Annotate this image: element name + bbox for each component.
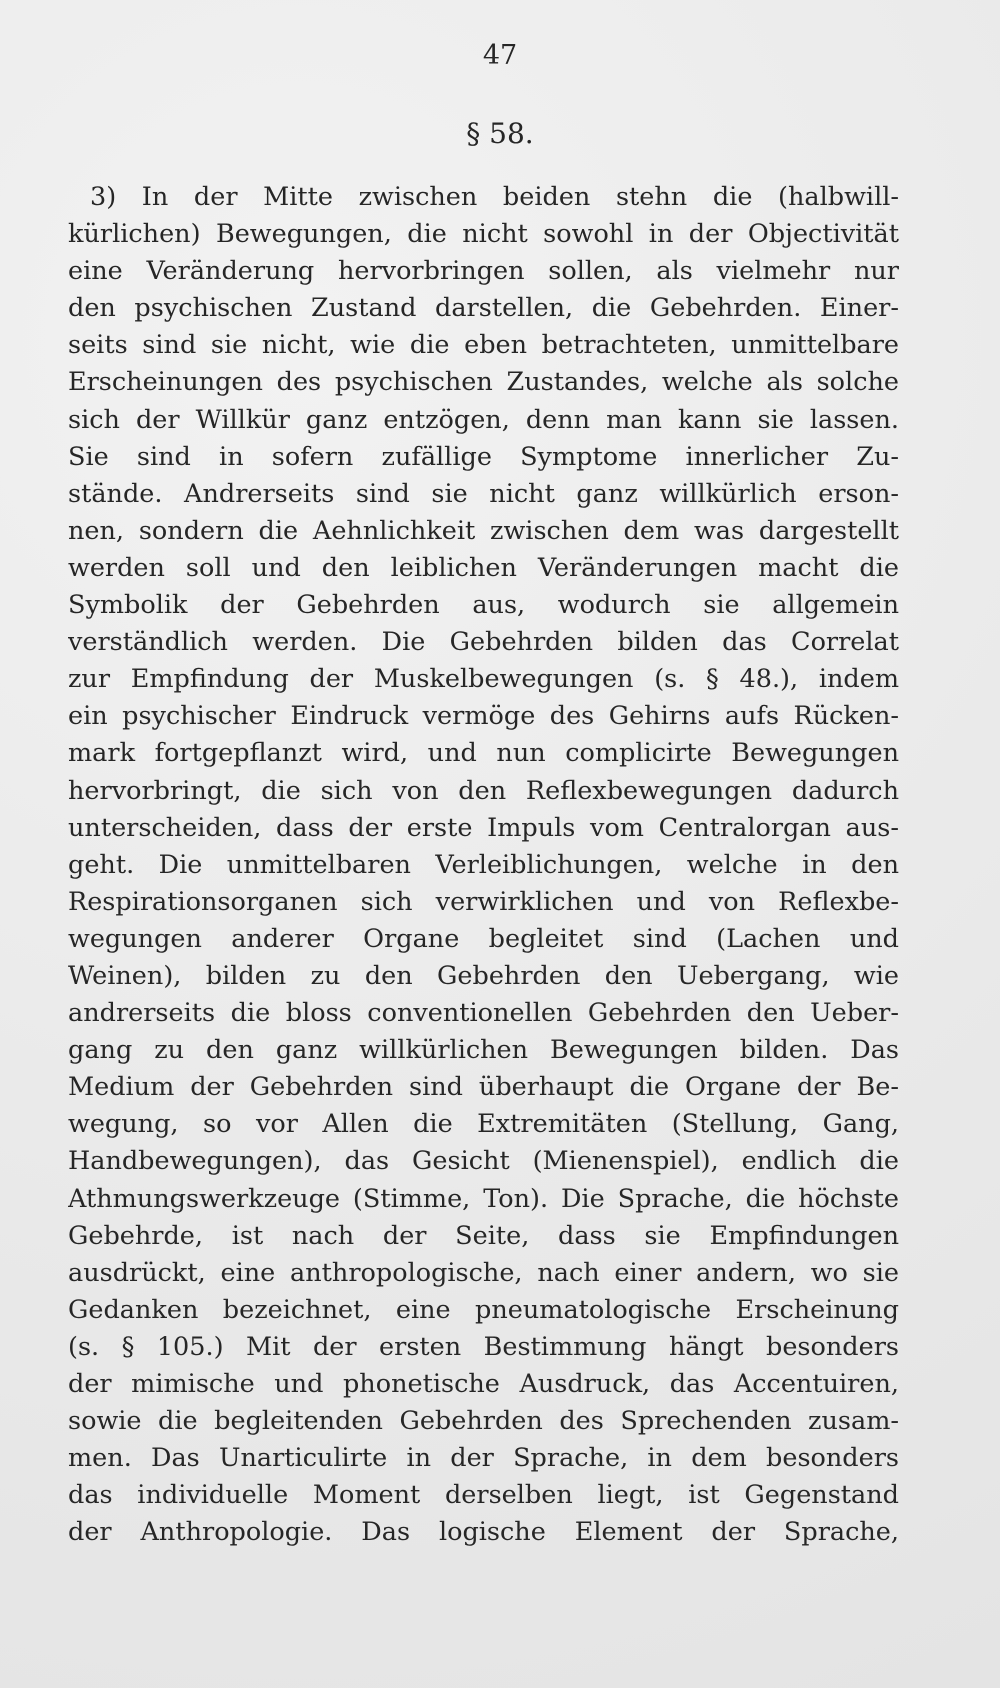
- text-line: 3) In der Mitte zwischen beiden stehn die (halbwill-: [90, 182, 899, 212]
- text-line: gang zu den ganz willkürlichen Bewegungen bilden. Das: [68, 1035, 899, 1066]
- text-line: Respirationsorganen sich verwirklichen und von Reflexbe-: [68, 886, 899, 917]
- text-line: nen, sondern die Aehnlichkeit zwischen dem was dargestellt: [68, 515, 899, 546]
- text-line: Medium der Gebehrden sind überhaupt die Organe der Be-: [68, 1072, 899, 1103]
- page-number: 47: [482, 40, 518, 71]
- text-line: eine Veränderung hervorbringen sollen, als vielmehr nur: [68, 256, 899, 287]
- text-line: zur Empfindung der Muskelbewegungen (s. § 48.), indem: [68, 664, 899, 695]
- text-line: Erscheinungen des psychischen Zustandes, welche als solche: [68, 367, 899, 398]
- text-line: hervorbringt, die sich von den Reflexbewegungen dadurch: [68, 775, 899, 806]
- text-line: den psychischen Zustand darstellen, die Gebehrden. Einer-: [68, 293, 899, 324]
- text-line: mark fortgepflanzt wird, und nun complicirte Bewegungen: [68, 738, 899, 769]
- text-line: wegungen anderer Organe begleitet sind (Lachen und: [68, 923, 899, 954]
- text-line: Handbewegungen), das Gesicht (Mienenspiel), endlich die: [68, 1146, 899, 1177]
- text-line: andrerseits die bloss conventionellen Gebehrden den Ueber-: [68, 998, 899, 1029]
- text-line: men. Das Unarticulirte in der Sprache, in dem besonders: [68, 1443, 899, 1474]
- body-text: [68, 179, 899, 1551]
- text-line: geht. Die unmittelbaren Verleiblichungen, welche in den: [68, 849, 899, 880]
- text-line: Weinen), bilden zu den Gebehrden den Uebergang, wie: [68, 960, 899, 991]
- text-line: Symbolik der Gebehrden aus, wodurch sie allgemein: [68, 590, 899, 621]
- text-line: unterscheiden, dass der erste Impuls vom Centralorgan aus-: [68, 812, 899, 843]
- text-line: ausdrückt, eine anthropologische, nach einer andern, wo sie: [68, 1257, 899, 1288]
- text-line: sich der Willkür ganz entzögen, denn man kann sie lassen.: [68, 404, 899, 435]
- text-line: verständlich werden. Die Gebehrden bilden das Correlat: [68, 627, 899, 658]
- text-line: Athmungswerkzeuge (Stimme, Ton). Die Sprache, die höchste: [68, 1183, 899, 1214]
- text-line: werden soll und den leiblichen Veränderungen macht die: [68, 552, 899, 583]
- text-line: wegung, so vor Allen die Extremitäten (Stellung, Gang,: [68, 1109, 899, 1140]
- text-line: stände. Andrerseits sind sie nicht ganz willkürlich erson-: [68, 478, 899, 509]
- text-line: (s. § 105.) Mit der ersten Bestimmung hängt besonders: [68, 1331, 899, 1362]
- text-line: das individuelle Moment derselben liegt, ist Gegenstand: [68, 1480, 899, 1511]
- text-line: Sie sind in sofern zufällige Symptome innerlicher Zu-: [68, 441, 899, 472]
- text-line: Gebehrde, ist nach der Seite, dass sie Empfindungen: [68, 1220, 899, 1251]
- text-line: ein psychischer Eindruck vermöge des Gehirns aufs Rücken-: [68, 701, 899, 732]
- text-line: kürlichen) Bewegungen, die nicht sowohl in der Objectivität: [68, 219, 899, 250]
- text-line: sowie die begleitenden Gebehrden des Sprechenden zusam-: [68, 1406, 899, 1437]
- text-line: seits sind sie nicht, wie die eben betrachteten, unmittelbare: [68, 330, 899, 361]
- section-heading: § 58.: [466, 117, 534, 150]
- text-line: der mimische und phonetische Ausdruck, das Accentuiren,: [68, 1369, 899, 1399]
- text-line: der Anthropologie. Das logische Element der Sprache,: [68, 1517, 899, 1548]
- text-line: Gedanken bezeichnet, eine pneumatologische Erscheinung: [68, 1294, 899, 1325]
